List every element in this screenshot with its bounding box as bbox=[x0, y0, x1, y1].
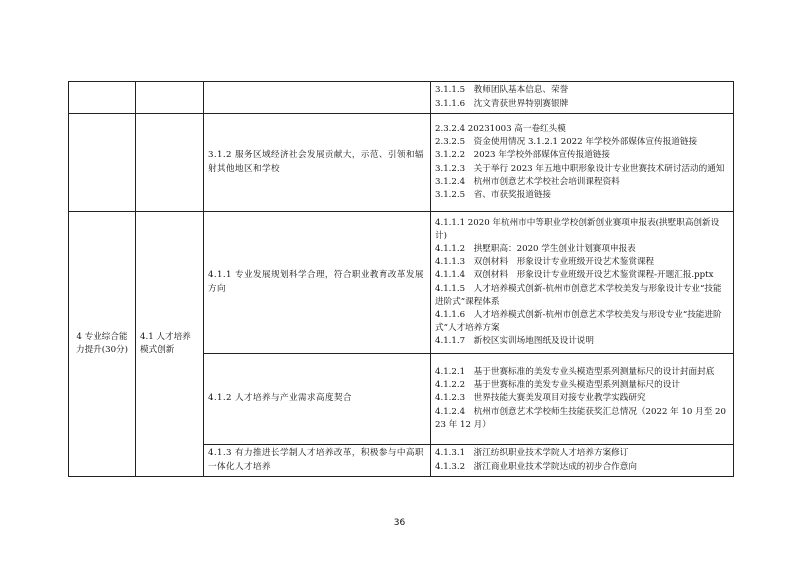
list-item: 4.1.2.1 基于世赛标准的美发专业头模造型系列测量标尺的设计封面封底 bbox=[435, 367, 715, 378]
description-cell: 4.1.2 人才培养与产业需求高度契合 bbox=[204, 354, 431, 445]
list-item: 4.1.3.1 浙江纺织职业技术学院人才培养方案修订 bbox=[435, 448, 629, 459]
table-row bbox=[69, 114, 734, 212]
subcategory-cell: 4.1 人才培养模式创新 bbox=[136, 212, 204, 477]
description-cell bbox=[204, 82, 431, 114]
list-item: 4.1.3.2 浙江商业职业技术学院达成的初步合作意向 bbox=[435, 461, 637, 472]
list-item: 4.1.1.4 双创材料 形象设计专业班级开设艺术鉴赏课程-开题汇报.pptx bbox=[435, 270, 714, 281]
list-item: 3.1.1.5 教师团队基本信息、荣誉 bbox=[435, 85, 569, 96]
description-cell: 4.1.1 专业发展规划科学合理，符合职业教育改革发展方向 bbox=[204, 212, 431, 354]
list-item: 3.1.1.6 沈文青获世界特别赛银牌 bbox=[435, 98, 569, 109]
subcategory-cell bbox=[136, 82, 204, 114]
items-cell bbox=[431, 212, 734, 354]
list-item: 4.1.1.6 人才培养模式创新-杭州市创意艺术学校美发与形设专业“技能进阶式”人才培养方案 bbox=[435, 309, 722, 333]
list-item: 4.1.2.2 基于世赛标准的美发专业头模造型系列测量标尺的设计 bbox=[435, 380, 680, 391]
list-item: 3.1.2.5 省、市获奖报道链接 bbox=[435, 189, 552, 200]
list-item: 4.1.1.2 拱墅职高：2020 学生创业计划赛项申报表 bbox=[435, 244, 636, 255]
list-item: 3.1.2.3 关于举行 2023 年五地中职形象设计专业世赛技术研讨活动的通知 bbox=[435, 163, 725, 174]
subcategory-cell bbox=[136, 114, 204, 212]
list-item: 2.3.2.4 20231003 高一卷红头模 bbox=[435, 124, 566, 135]
list-item: 4.1.1.5 人才培养模式创新-杭州市创意艺术学校美发与形象设计专业“技能进阶式”课程体系 bbox=[435, 283, 722, 307]
category-cell bbox=[69, 82, 136, 114]
list-item: 3.1.2.2 2023 年学校外部媒体宣传报道链接 bbox=[435, 150, 610, 161]
list-item: 4.1.1.3 双创材料 形象设计专业班级开设艺术鉴赏课程 bbox=[435, 257, 655, 268]
category-cell: 4 专业综合能力提升(30分) bbox=[69, 212, 136, 477]
description-cell: 3.1.2 服务区域经济社会发展贡献大，示范、引领和辐射其他地区和学校 bbox=[204, 114, 431, 212]
list-item: 4.1.2.4 杭州市创意艺术学校师生技能获奖汇总情况（2022 年 10 月至 2023 年 12 月） bbox=[435, 406, 726, 430]
table-row bbox=[69, 82, 734, 114]
items-cell bbox=[431, 354, 734, 445]
items-cell bbox=[431, 114, 734, 212]
items-cell bbox=[431, 82, 734, 114]
category-cell bbox=[69, 114, 136, 212]
items-cell bbox=[431, 445, 734, 477]
list-item: 4.1.1.7 新校区实训场地图纸及设计说明 bbox=[435, 335, 594, 346]
list-item: 4.1.2.3 世界技能大赛美发项目对接专业教学实践研究 bbox=[435, 393, 646, 404]
list-item: 3.1.2.4 杭州市创意艺术学校社会培训课程资料 bbox=[435, 176, 620, 187]
table-row bbox=[69, 212, 734, 354]
list-item: 4.1.1.1 2020 年杭州市中等职业学校创新创业赛项申报表(拱墅职高创新设计) bbox=[435, 218, 720, 242]
page-number: 36 bbox=[393, 518, 406, 528]
description-cell: 4.1.3 有力推进长学制人才培养改革，积极参与中高职一体化人才培养 bbox=[204, 445, 431, 477]
list-item: 2.3.2.5 资金使用情况 3.1.2.1 2022 年学校外部媒体宣传报道链接 bbox=[435, 137, 698, 148]
index-table bbox=[68, 81, 734, 477]
